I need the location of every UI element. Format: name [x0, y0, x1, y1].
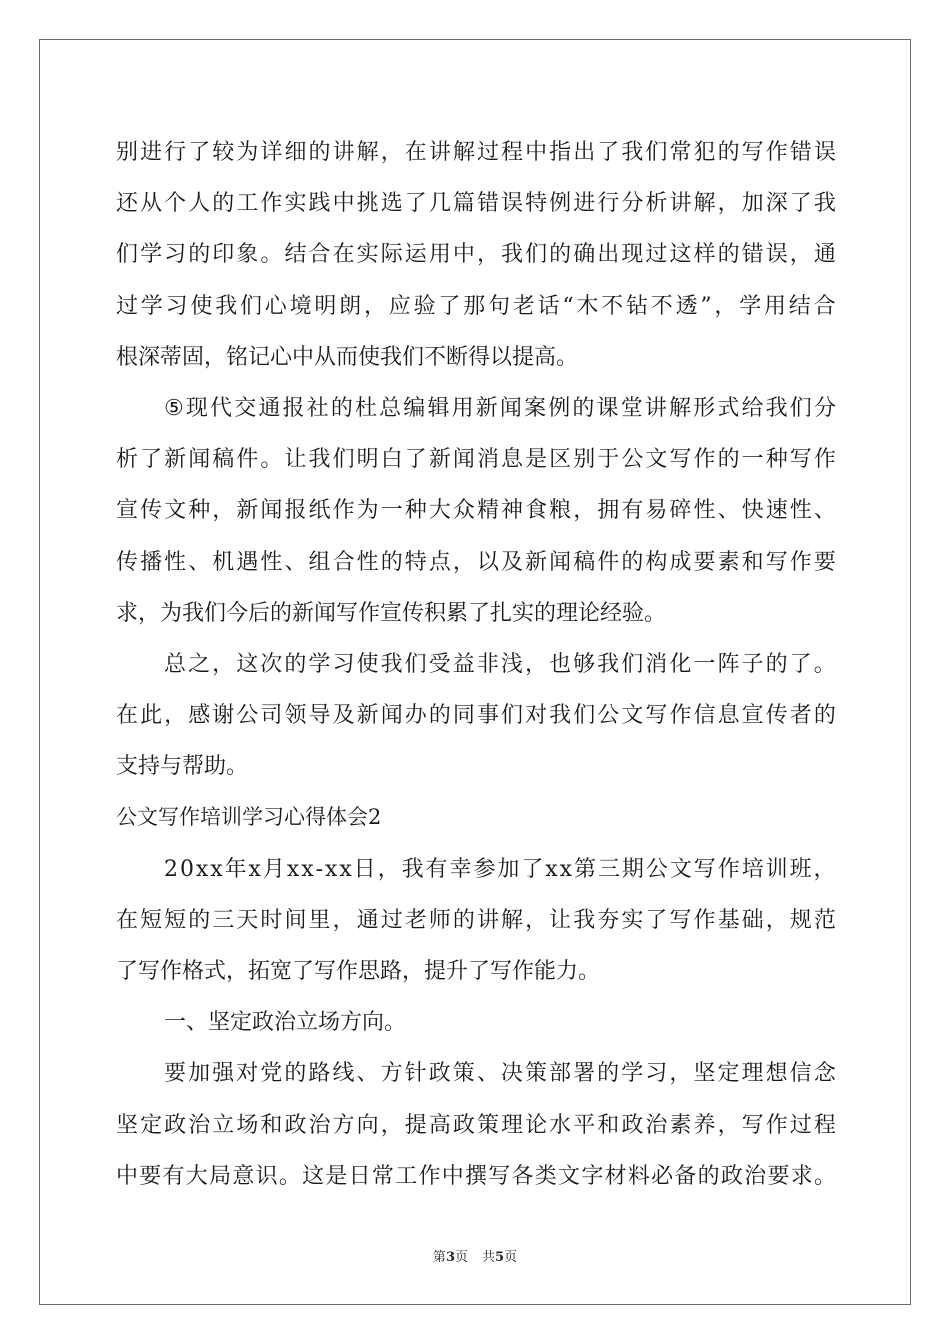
- paragraph-first-line: 2 0 x x 年 x 月 x x - x x 日 ， 我 有 幸 参 加 了 x x 第 三 期 公 文 写 作 培 训 班 ，: [164, 856, 836, 882]
- text-line: 在 短 短 的 三 天 时 间 里 ， 通 过 老 师 的 讲 解 ， 让 我 夯 实 了 写 作 基 础 ， 规 范: [116, 907, 836, 933]
- page-number: 3: [445, 1250, 455, 1265]
- page-prefix: 第: [432, 1250, 446, 1265]
- text-line: 坚 定 政 治 立 场 和 政 治 方 向 ， 提 高 政 策 理 论 水 平 和 政 治 素 养 ， 写 作 过 程: [116, 1112, 836, 1138]
- text-line: 支持与帮助。: [116, 754, 249, 780]
- total-suffix: 页: [504, 1250, 518, 1265]
- paragraph-first-line: 要 加 强 对 党 的 路 线 、 方 针 政 策 、 决 策 部 署 的 学 习 ， 坚 定 理 想 信 念: [164, 1061, 836, 1087]
- text-line: 求，为我们今后的新闻写作宣传积累了扎实的理论经验。: [116, 600, 667, 626]
- text-line: 传 播 性 、 机 遇 性 、 组 合 性 的 特 点 ， 以 及 新 闻 稿 件 的 构 成 要 素 和 写 作 要: [116, 549, 836, 575]
- page-footer: [0, 1246, 950, 1265]
- text-line: 别 进 行 了 较 为 详 细 的 讲 解 ， 在 讲 解 过 程 中 指 出 了 我 们 常 犯 的 写 作 错 误: [116, 140, 836, 165]
- text-line: 析 了 新 闻 稿 件 。 让 我 们 明 白 了 新 闻 消 息 是 区 别 于 公 文 写 作 的 一 种 写 作: [116, 447, 836, 473]
- text-line: 了写作格式，拓宽了写作思路，提升了写作能力。: [116, 959, 601, 984]
- document-body: [116, 127, 836, 1202]
- paragraph-first-line: ⑤ 现 代 交 通 报 社 的 杜 总 编 辑 用 新 闻 案 例 的 课 堂 讲 解 形 式 给 我 们 分: [164, 395, 836, 421]
- text-line: 过 学 习 使 我 们 心 境 明 朗 ， 应 验 了 那 句 老 话 “ 木 不 钻 不 透 ” ， 学 用 结 合: [116, 293, 836, 319]
- text-line: 在 此 ， 感 谢 公 司 领 导 及 新 闻 办 的 同 事 们 对 我 们 公 文 写 作 信 息 宣 传 者 的: [116, 703, 836, 729]
- text-line: 宣 传 文 种 ， 新 闻 报 纸 作 为 一 种 大 众 精 神 食 粮 ， 拥 有 易 碎 性 、 快 速 性 、: [116, 498, 836, 524]
- text-line: 们 学 习 的 印 象 。 结 合 在 实 际 运 用 中 ， 我 们 的 确 出 现 过 这 样 的 错 误 ， 通: [116, 242, 836, 268]
- page-suffix: 页: [454, 1250, 468, 1265]
- section-title: 公文写作培训学习心得体会2: [116, 805, 382, 830]
- total-prefix: 共: [482, 1250, 496, 1265]
- text-line: 中 要 有 大 局 意 识 。 这 是 日 常 工 作 中 撰 写 各 类 文 字 材 料 必 备 的 政 治 要 求 。: [116, 1163, 836, 1189]
- paragraph-first-line: 总 之 ， 这 次 的 学 习 使 我 们 受 益 非 浅 ， 也 够 我 们 消 化 一 阵 子 的 了 。: [164, 651, 836, 677]
- total-pages: 5: [495, 1250, 505, 1265]
- subsection-heading: 一、坚定政治立场方向。: [164, 1010, 407, 1036]
- text-line: 根深蒂固，铭记心中从而使我们不断得以提高。: [116, 344, 579, 370]
- text-line: 还 从 个 人 的 工 作 实 践 中 挑 选 了 几 篇 错 误 特 例 进 行 分 析 讲 解 ， 加 深 了 我: [116, 191, 836, 217]
